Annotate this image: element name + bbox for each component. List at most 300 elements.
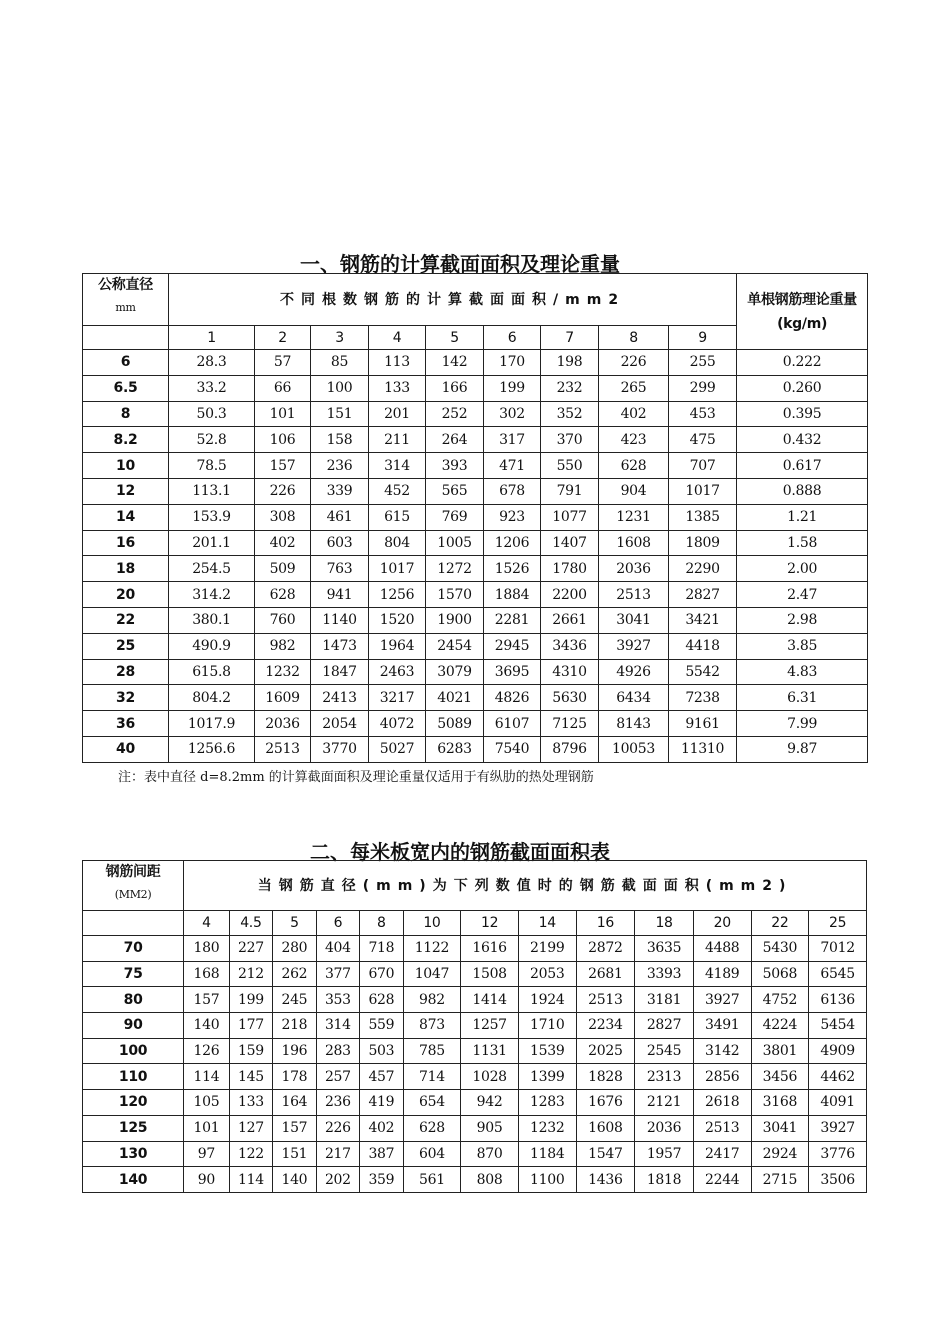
table1-area-cell: 2036: [255, 711, 311, 737]
table1-weight-cell: 1.21: [737, 504, 868, 530]
table2-area-cell: 604: [403, 1141, 461, 1167]
table1-area-cell: 101: [255, 401, 311, 427]
table1-area-cell: 308: [255, 504, 311, 530]
table2-area-cell: 177: [229, 1013, 272, 1039]
table1-area-cell: 236: [311, 453, 369, 479]
table2-area-cell: 6545: [809, 961, 867, 987]
table1-area-cell: 2827: [669, 582, 737, 608]
table1-area-cell: 252: [426, 401, 484, 427]
table2-title: 二、每米板宽内的钢筋截面面积表: [310, 840, 610, 864]
table1-area-cell: 11310: [669, 736, 737, 762]
table-row: [83, 607, 868, 633]
table1-area-cell: 453: [669, 401, 737, 427]
table2-diameter-header: 8: [360, 911, 403, 936]
table1-area-cell: 2463: [369, 659, 426, 685]
table-row: [83, 478, 868, 504]
table1-area-cell: 1526: [484, 556, 541, 582]
table2-area-cell: 5430: [751, 936, 809, 962]
rebar-area-weight-table: [82, 273, 868, 763]
table1-area-cell: 198: [541, 350, 599, 376]
table2-area-cell: 2545: [635, 1038, 694, 1064]
table2-area-cell: 1710: [518, 1013, 576, 1039]
table2-area-cell: 151: [273, 1141, 316, 1167]
table1-area-cell: 4826: [484, 685, 541, 711]
table1-area-cell: 153.9: [169, 504, 255, 530]
table2-area-cell: 283: [316, 1038, 359, 1064]
table1-diameter-cell: 10: [83, 453, 169, 479]
table1-area-cell: 1231: [599, 504, 669, 530]
table1-area-cell: 1964: [369, 633, 426, 659]
table1-area-cell: 199: [484, 375, 541, 401]
table2-area-cell: 140: [273, 1167, 316, 1193]
table2-spacing-cell: 90: [83, 1013, 184, 1039]
table1-area-cell: 85: [311, 350, 369, 376]
table2-area-cell: 226: [316, 1115, 359, 1141]
table2-area-cell: 1047: [403, 961, 461, 987]
table2-area-cell: 227: [229, 936, 272, 962]
table1-area-cell: 6107: [484, 711, 541, 737]
table-row: [83, 1115, 867, 1141]
table2-diameter-header: 12: [461, 911, 519, 936]
table1-weight-cell: 2.98: [737, 607, 868, 633]
table1-area-cell: 7540: [484, 736, 541, 762]
table2-area-cell: 2417: [693, 1141, 751, 1167]
table1-area-cell: 763: [311, 556, 369, 582]
table1-count-header: 5: [426, 326, 484, 350]
table1-area-cell: 142: [426, 350, 484, 376]
table1-area-cell: 2054: [311, 711, 369, 737]
table2-area-cell: 262: [273, 961, 316, 987]
table2-area-cell: 2715: [751, 1167, 809, 1193]
table1-weight-cell: 0.222: [737, 350, 868, 376]
table1-area-cell: 302: [484, 401, 541, 427]
table2-area-cell: 2681: [576, 961, 635, 987]
table2-area-cell: 1028: [461, 1064, 519, 1090]
table1-area-cell: 314: [369, 453, 426, 479]
table2-area-cell: 1184: [518, 1141, 576, 1167]
table2-diameter-header: 4: [184, 911, 230, 936]
table1-area-cell: 226: [599, 350, 669, 376]
table2-area-cell: 126: [184, 1038, 230, 1064]
table2-area-cell: 4488: [693, 936, 751, 962]
table2-area-cell: 670: [360, 961, 403, 987]
table1-area-cell: 923: [484, 504, 541, 530]
table2-area-cell: 1547: [576, 1141, 635, 1167]
table1-diameter-cell: 6.5: [83, 375, 169, 401]
table1-area-cell: 201.1: [169, 530, 255, 556]
table2-area-cell: 97: [184, 1141, 230, 1167]
table1-area-cell: 1256.6: [169, 736, 255, 762]
table1-area-cell: 423: [599, 427, 669, 453]
table2-spacing-cell: 75: [83, 961, 184, 987]
table1-area-cell: 265: [599, 375, 669, 401]
table1-area-cell: 211: [369, 427, 426, 453]
table2-area-cell: 2313: [635, 1064, 694, 1090]
table-row: [83, 685, 868, 711]
table1-area-cell: 3927: [599, 633, 669, 659]
table1-area-cell: 33.2: [169, 375, 255, 401]
table1-diameter-cell: 6: [83, 350, 169, 376]
table1-weight-cell: 1.58: [737, 530, 868, 556]
table1-area-cell: 475: [669, 427, 737, 453]
table2-area-cell: 718: [360, 936, 403, 962]
table1-area-cell: 1407: [541, 530, 599, 556]
table-row: [83, 427, 868, 453]
table1-area-cell: 157: [255, 453, 311, 479]
table2-diameter-header: 10: [403, 911, 461, 936]
table1-weight-cell: 0.260: [737, 375, 868, 401]
table1-area-cell: 1884: [484, 582, 541, 608]
table2-area-cell: 3142: [693, 1038, 751, 1064]
table1-count-header: 4: [369, 326, 426, 350]
table2-area-cell: 7012: [809, 936, 867, 962]
table-row: [83, 961, 867, 987]
table1-area-cell: 1140: [311, 607, 369, 633]
table2-area-cell: 4224: [751, 1013, 809, 1039]
table2-area-cell: 982: [403, 987, 461, 1013]
table1-area-cell: 1256: [369, 582, 426, 608]
table2-area-cell: 3181: [635, 987, 694, 1013]
table2-area-cell: 2513: [693, 1115, 751, 1141]
table1-area-cell: 1608: [599, 530, 669, 556]
table2-area-cell: 101: [184, 1115, 230, 1141]
table1-area-cell: 615.8: [169, 659, 255, 685]
table-row: [83, 582, 868, 608]
table2-area-cell: 4091: [809, 1090, 867, 1116]
table2-diameter-header: 18: [635, 911, 694, 936]
table1-area-cell: 7238: [669, 685, 737, 711]
table2-area-cell: 1539: [518, 1038, 576, 1064]
table2-area-cell: 404: [316, 936, 359, 962]
table2-area-cell: 1414: [461, 987, 519, 1013]
table1-area-cell: 4926: [599, 659, 669, 685]
table1-area-cell: 8143: [599, 711, 669, 737]
table1-area-cell: 151: [311, 401, 369, 427]
table2-area-cell: 1122: [403, 936, 461, 962]
table2-area-cell: 3491: [693, 1013, 751, 1039]
table2-area-cell: 257: [316, 1064, 359, 1090]
table2-area-cell: 2234: [576, 1013, 635, 1039]
table1-area-cell: 3217: [369, 685, 426, 711]
table1-area-cell: 166: [426, 375, 484, 401]
table1-area-cell: 3770: [311, 736, 369, 762]
table2-area-cell: 145: [229, 1064, 272, 1090]
table-row: [83, 350, 868, 376]
table2-area-cell: 2872: [576, 936, 635, 962]
table-row: [83, 504, 868, 530]
table1-area-cell: 2281: [484, 607, 541, 633]
table1-area-cell: 3041: [599, 607, 669, 633]
table2-spacing-cell: 140: [83, 1167, 184, 1193]
table2-area-cell: 808: [461, 1167, 519, 1193]
table2-area-cell: 212: [229, 961, 272, 987]
table1-area-cell: 3421: [669, 607, 737, 633]
table1-area-cell: 2513: [599, 582, 669, 608]
table1-area-cell: 1385: [669, 504, 737, 530]
table1-area-cell: 317: [484, 427, 541, 453]
table2-area-cell: 1436: [576, 1167, 635, 1193]
table-row: [83, 401, 868, 427]
table2-area-cell: 180: [184, 936, 230, 962]
table1-area-cell: 1017: [369, 556, 426, 582]
table1-area-cell: 106: [255, 427, 311, 453]
table1-diameter-cell: 28: [83, 659, 169, 685]
table1-weight-cell: 0.617: [737, 453, 868, 479]
table1-diameter-cell: 22: [83, 607, 169, 633]
table2-area-cell: 1828: [576, 1064, 635, 1090]
table2-area-cell: 3393: [635, 961, 694, 987]
table1-area-cell: 380.1: [169, 607, 255, 633]
table2-spacing-cell: 120: [83, 1090, 184, 1116]
table2-area-cell: 217: [316, 1141, 359, 1167]
table1-area-cell: 1847: [311, 659, 369, 685]
table2-area-cell: 122: [229, 1141, 272, 1167]
table1-area-cell: 5630: [541, 685, 599, 711]
table1-area-cell: 678: [484, 478, 541, 504]
table2-area-cell: 785: [403, 1038, 461, 1064]
table1-area-cell: 7125: [541, 711, 599, 737]
table2-area-cell: 2618: [693, 1090, 751, 1116]
table1-weight-cell: 4.83: [737, 659, 868, 685]
table2-area-cell: 4189: [693, 961, 751, 987]
table1-area-cell: 402: [255, 530, 311, 556]
table1-title: 一、钢筋的计算截面面积及理论重量: [300, 252, 620, 276]
table2-area-cell: 1399: [518, 1064, 576, 1090]
table2-diameter-header: 20: [693, 911, 751, 936]
table2-spacing-cell: 125: [83, 1115, 184, 1141]
table1-area-cell: 393: [426, 453, 484, 479]
table1-area-cell: 461: [311, 504, 369, 530]
table1-area-cell: 6283: [426, 736, 484, 762]
table1-note: 注：表中直径 d=8.2mm 的计算截面面积及理论重量仅适用于有纵肋的热处理钢筋: [118, 770, 594, 785]
table1-area-cell: 628: [599, 453, 669, 479]
table2-area-cell: 140: [184, 1013, 230, 1039]
table2-corner-label: 钢筋间距: [105, 864, 161, 880]
table2-area-cell: 457: [360, 1064, 403, 1090]
table2-area-cell: 314: [316, 1013, 359, 1039]
table2-area-cell: 3168: [751, 1090, 809, 1116]
table-row: [83, 1090, 867, 1116]
table2-area-cell: 3456: [751, 1064, 809, 1090]
table1-area-cell: 603: [311, 530, 369, 556]
table1-area-cell: 1900: [426, 607, 484, 633]
table1-area-cell: 4021: [426, 685, 484, 711]
table1-area-cell: 133: [369, 375, 426, 401]
table1-weight-cell: 2.00: [737, 556, 868, 582]
table1-area-cell: 490.9: [169, 633, 255, 659]
rebar-area-per-meter-table: [82, 860, 867, 1193]
table1-weight-cell: 9.87: [737, 736, 868, 762]
table1-area-cell: 2945: [484, 633, 541, 659]
table2-area-cell: 2924: [751, 1141, 809, 1167]
table2-area-cell: 157: [273, 1115, 316, 1141]
table1-diameter-cell: 36: [83, 711, 169, 737]
table2-area-cell: 1283: [518, 1090, 576, 1116]
table2-area-cell: 2827: [635, 1013, 694, 1039]
table2-area-cell: 402: [360, 1115, 403, 1141]
table1-area-cell: 10053: [599, 736, 669, 762]
table2-area-cell: 1676: [576, 1090, 635, 1116]
table2-area-cell: 628: [360, 987, 403, 1013]
table2-area-cell: 196: [273, 1038, 316, 1064]
table1-area-cell: 2661: [541, 607, 599, 633]
table2-area-cell: 3927: [693, 987, 751, 1013]
table2-area-cell: 2199: [518, 936, 576, 962]
table1-area-cell: 1272: [426, 556, 484, 582]
table1-area-cell: 314.2: [169, 582, 255, 608]
table2-area-cell: 157: [184, 987, 230, 1013]
table2-area-cell: 377: [316, 961, 359, 987]
table1-corner-label: 公称直径: [98, 277, 153, 293]
table2-area-cell: 419: [360, 1090, 403, 1116]
table2-area-cell: 105: [184, 1090, 230, 1116]
table1-area-cell: 1520: [369, 607, 426, 633]
table1-diameter-cell: 20: [83, 582, 169, 608]
table1-diameter-cell: 8.2: [83, 427, 169, 453]
table2-area-cell: 2053: [518, 961, 576, 987]
table2-area-cell: 199: [229, 987, 272, 1013]
table1-diameter-cell: 25: [83, 633, 169, 659]
table2-spacing-cell: 100: [83, 1038, 184, 1064]
table1-count-header: 1: [169, 326, 255, 350]
table2-area-cell: 1957: [635, 1141, 694, 1167]
table2-area-cell: 654: [403, 1090, 461, 1116]
table2-blank-cell: [83, 911, 184, 936]
table2-diameter-header: 5: [273, 911, 316, 936]
table2-area-cell: 628: [403, 1115, 461, 1141]
table2-area-cell: 1924: [518, 987, 576, 1013]
table-row: [83, 711, 868, 737]
table2-span-header: 当钢筋直径(mm)为下列数值时的钢筋截面面积(mm2): [184, 861, 867, 911]
table1-area-cell: 113.1: [169, 478, 255, 504]
table1-area-cell: 1609: [255, 685, 311, 711]
table1-area-cell: 707: [669, 453, 737, 479]
table1-area-cell: 769: [426, 504, 484, 530]
table2-area-cell: 280: [273, 936, 316, 962]
table2-diameter-header: 25: [809, 911, 867, 936]
table-row: [83, 556, 868, 582]
table1-area-cell: 5542: [669, 659, 737, 685]
table-row: [83, 1013, 867, 1039]
table1-area-cell: 4418: [669, 633, 737, 659]
table2-area-cell: 6136: [809, 987, 867, 1013]
table1-area-cell: 982: [255, 633, 311, 659]
table1-area-cell: 565: [426, 478, 484, 504]
table2-area-cell: 3801: [751, 1038, 809, 1064]
table2-area-cell: 1508: [461, 961, 519, 987]
table1-diameter-cell: 18: [83, 556, 169, 582]
table1-area-cell: 339: [311, 478, 369, 504]
table1-area-cell: 904: [599, 478, 669, 504]
table2-area-cell: 942: [461, 1090, 519, 1116]
table1-area-cell: 1570: [426, 582, 484, 608]
table1-area-cell: 1017.9: [169, 711, 255, 737]
table1-area-cell: 4310: [541, 659, 599, 685]
table-row: [83, 987, 867, 1013]
table-row: [83, 1167, 867, 1193]
table2-corner-unit: (MM2): [114, 888, 152, 901]
table1-area-cell: 471: [484, 453, 541, 479]
table1-diameter-cell: 12: [83, 478, 169, 504]
table1-weight-header: 单根钢筋理论重量(kg/m): [737, 274, 868, 350]
table2-area-cell: 1616: [461, 936, 519, 962]
table2-area-cell: 3927: [809, 1115, 867, 1141]
table1-area-cell: 2036: [599, 556, 669, 582]
table2-spacing-cell: 110: [83, 1064, 184, 1090]
table2-area-cell: 2036: [635, 1115, 694, 1141]
table2-area-cell: 1608: [576, 1115, 635, 1141]
table1-area-cell: 941: [311, 582, 369, 608]
table2-area-cell: 5454: [809, 1013, 867, 1039]
table1-area-cell: 3695: [484, 659, 541, 685]
table1-count-header: 8: [599, 326, 669, 350]
table2-diameter-header: 22: [751, 911, 809, 936]
table-row: [83, 633, 868, 659]
table1-weight-cell: 6.31: [737, 685, 868, 711]
table1-area-cell: 804: [369, 530, 426, 556]
table2-area-cell: 2513: [576, 987, 635, 1013]
table-row: [83, 736, 868, 762]
table1-area-cell: 50.3: [169, 401, 255, 427]
table1-area-cell: 550: [541, 453, 599, 479]
table2-area-cell: 1131: [461, 1038, 519, 1064]
table1-weight-cell: 7.99: [737, 711, 868, 737]
table1-area-cell: 452: [369, 478, 426, 504]
table1-area-cell: 1017: [669, 478, 737, 504]
table-row: [83, 1064, 867, 1090]
table1-area-cell: 3079: [426, 659, 484, 685]
table2-area-cell: 159: [229, 1038, 272, 1064]
table2-diameter-header: 16: [576, 911, 635, 936]
table-row: [83, 1141, 867, 1167]
table2-area-cell: 387: [360, 1141, 403, 1167]
table2-area-cell: 559: [360, 1013, 403, 1039]
table2-area-cell: 3506: [809, 1167, 867, 1193]
table2-area-cell: 1232: [518, 1115, 576, 1141]
table2-area-cell: 2025: [576, 1038, 635, 1064]
table2-area-cell: 503: [360, 1038, 403, 1064]
table1-diameter-cell: 32: [83, 685, 169, 711]
table2-area-cell: 202: [316, 1167, 359, 1193]
table2-area-cell: 1100: [518, 1167, 576, 1193]
table2-spacing-cell: 80: [83, 987, 184, 1013]
table2-diameter-header: 6: [316, 911, 359, 936]
table1-blank-cell: [83, 326, 169, 350]
table1-count-header: 2: [255, 326, 311, 350]
table-row: [83, 659, 868, 685]
table1-area-cell: 100: [311, 375, 369, 401]
table1-area-cell: 509: [255, 556, 311, 582]
table2-area-cell: 178: [273, 1064, 316, 1090]
table2-area-cell: 245: [273, 987, 316, 1013]
table2-spacing-cell: 70: [83, 936, 184, 962]
table-row: [83, 1038, 867, 1064]
table1-count-header: 7: [541, 326, 599, 350]
table1-area-cell: 299: [669, 375, 737, 401]
table1-area-cell: 254.5: [169, 556, 255, 582]
table2-area-cell: 133: [229, 1090, 272, 1116]
table1-area-cell: 66: [255, 375, 311, 401]
table1-area-cell: 760: [255, 607, 311, 633]
table2-diameter-header: 14: [518, 911, 576, 936]
table2-area-cell: 2121: [635, 1090, 694, 1116]
table1-area-cell: 232: [541, 375, 599, 401]
table1-weight-cell: 0.395: [737, 401, 868, 427]
table1-area-cell: 28.3: [169, 350, 255, 376]
table2-area-cell: 90: [184, 1167, 230, 1193]
table2-area-cell: 4752: [751, 987, 809, 1013]
table2-area-cell: 873: [403, 1013, 461, 1039]
